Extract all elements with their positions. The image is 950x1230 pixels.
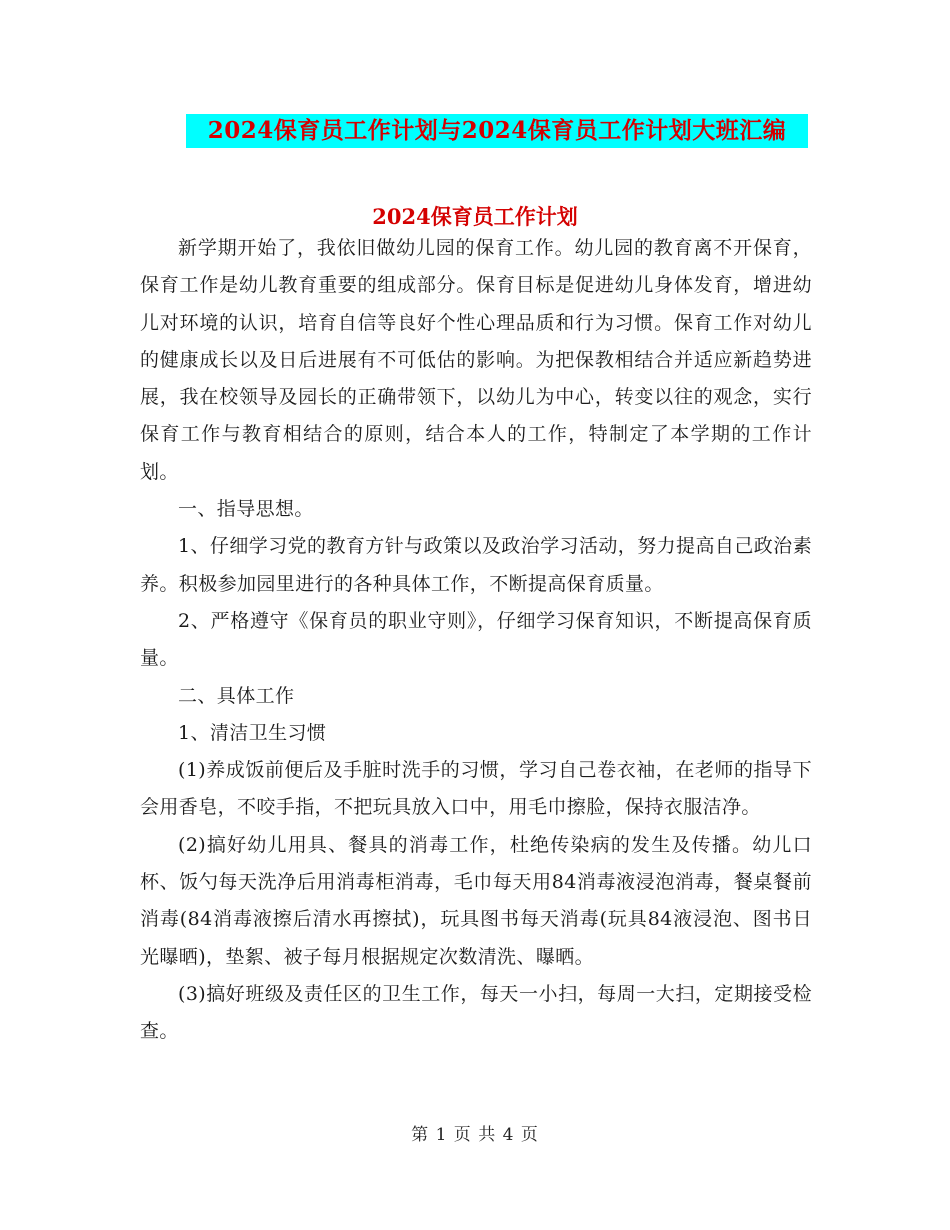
paragraph-subitem-2: (2)搞好幼儿用具、餐具的消毒工作，杜绝传染病的发生及传播。幼儿口杯、饭勺每天洗净后用消毒柜消毒，毛巾每天用84消毒液浸泡消毒，餐桌餐前消毒(84消毒液擦后清水再擦拭)，玩具图书每天消毒(玩具84液浸泡、图书日光曝晒)，垫絮、被子每月根据规定次数清洗、曝晒。 xyxy=(140,833,812,968)
section-title: 2024保育员工作计划 xyxy=(372,204,578,229)
heading-hygiene-habits: 1、清洁卫生习惯 xyxy=(178,721,327,744)
paragraph-item-2: 2、严格遵守《保育员的职业守则》，仔细学习保育知识，不断提高保育质量。 xyxy=(140,609,812,670)
heading-specific-work: 二、具体工作 xyxy=(178,684,295,707)
paragraph-item-1: 1、仔细学习党的教育方针与政策以及政治学习活动，努力提高自己政治素养。积极参加园里进行的各种具体工作，不断提高保育质量。 xyxy=(140,535,812,595)
heading-guiding-thought: 一、指导思想。 xyxy=(178,498,314,521)
paragraph-subitem-3: (3)搞好班级及责任区的卫生工作，每天一小扫，每周一大扫，定期接受检查。 xyxy=(140,982,812,1043)
paragraph-intro: 新学期开始了，我依旧做幼儿园的保育工作。幼儿园的教育离不开保育，保育工作是幼儿教育重要的组成部分。保育目标是促进幼儿身体发育，增进幼儿对环境的认识，培育自信等良好个性心理品质和行为习惯。保育工作对幼儿的健康成长以及日后进展有不可低估的影响。为把保教相结合并适应新趋势进展，我在校领导及园长的正确带领下，以幼儿为中心，转变以往的观念，实行保育工作与教育相结合的原则，结合本人的工作，特制定了本学期的工作计划。 xyxy=(140,237,812,483)
paragraph-subitem-1: (1)养成饭前便后及手脏时洗手的习惯，学习自己卷衣袖，在老师的指导下会用香皂，不咬手指，不把玩具放入口中，用毛巾擦脸，保持衣服洁净。 xyxy=(140,759,812,819)
document-title: 2024保育员工作计划与2024保育员工作计划大班汇编 xyxy=(186,114,808,148)
document-body xyxy=(140,230,812,1051)
page-footer: 第 1 页 共 4 页 xyxy=(411,1125,539,1145)
